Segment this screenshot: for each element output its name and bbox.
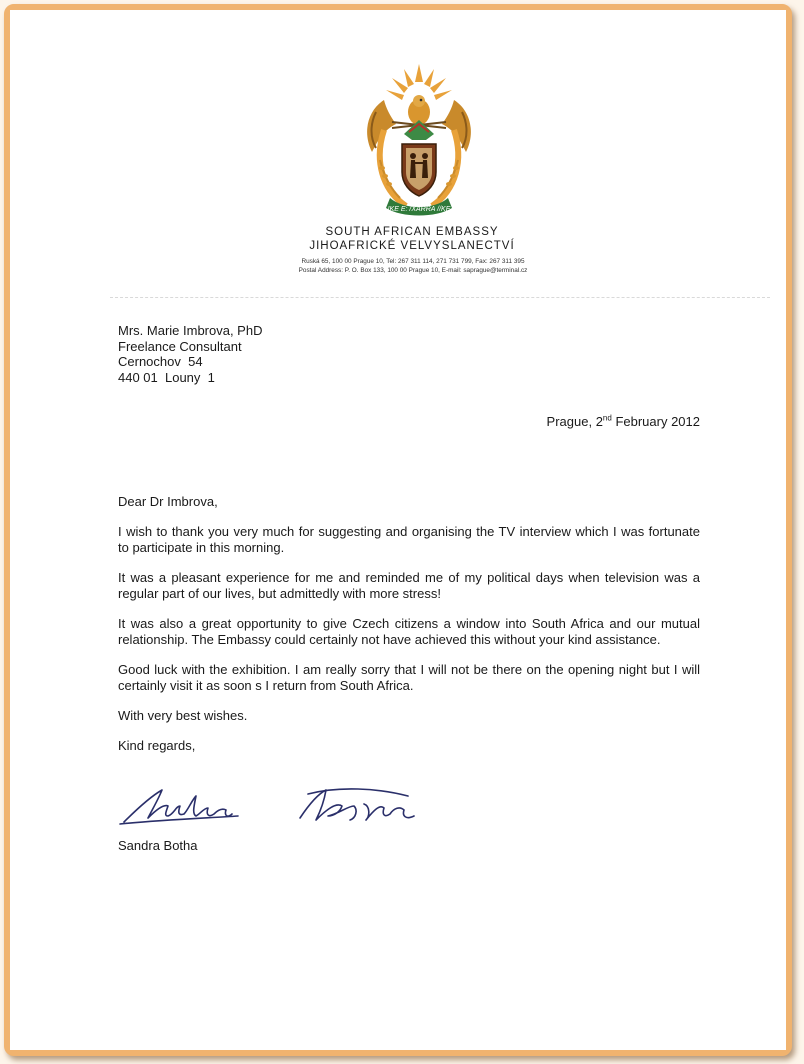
embassy-postal-address: Postal Address: P. O. Box 133, 100 00 Prague 10, E-mail: saprague@terminal.cz: [298, 267, 528, 274]
letter-body: [118, 494, 700, 768]
letter-page: [10, 10, 786, 1050]
embassy-name-czech: JIHOAFRICKÉ VELVYSLANECTVÍ: [309, 240, 515, 252]
recipient-line: Freelance Consultant: [118, 338, 242, 354]
date-prefix: Prague, 2: [546, 414, 603, 429]
embassy-address: Ruská 65, 100 00 Prague 10, Tel: 267 311 114, 271 731 799, Fax: 267 311 395: [301, 258, 525, 265]
coat-of-arms-icon: [354, 60, 484, 218]
embassy-name: SOUTH AFRICAN EMBASSY: [325, 226, 499, 238]
letterhead-divider: [110, 297, 770, 298]
recipient-address: [118, 323, 262, 385]
date-rest: February 2012: [611, 414, 700, 429]
date-ordinal: nd: [602, 413, 612, 423]
letter-date: [547, 414, 700, 429]
paragraph: I wish to thank you very much for suggesting and organising the TV interview which I was fortunate to participate in this morning.: [118, 524, 700, 555]
closing-regards: Kind regards,: [118, 738, 196, 753]
recipient-line: Mrs. Marie Imbrova, PhD: [118, 323, 263, 338]
crest-motto: !KE E: /XARRA //KE: [387, 206, 451, 213]
handwritten-signature: [118, 776, 448, 836]
paragraph: Good luck with the exhibition. I am really sorry that I will not be there on the opening night but I will certainly visit it as soon s I return from South Africa.: [118, 662, 700, 693]
recipient-line: Cernochov 54: [118, 354, 203, 369]
closing-wishes: With very best wishes.: [118, 708, 248, 723]
salutation: Dear Dr Imbrova,: [118, 494, 218, 509]
paragraph: It was a pleasant experience for me and reminded me of my political days when television was a regular part of our lives, but admittedly with more stress!: [118, 570, 700, 601]
recipient-line: 440 01 Louny 1: [118, 369, 215, 385]
paragraph: It was also a great opportunity to give Czech citizens a window into South Africa and our mutual relationship. The Embassy could certainly not have achieved this without your kind assistance.: [118, 616, 700, 647]
signer-name: Sandra Botha: [118, 838, 198, 853]
